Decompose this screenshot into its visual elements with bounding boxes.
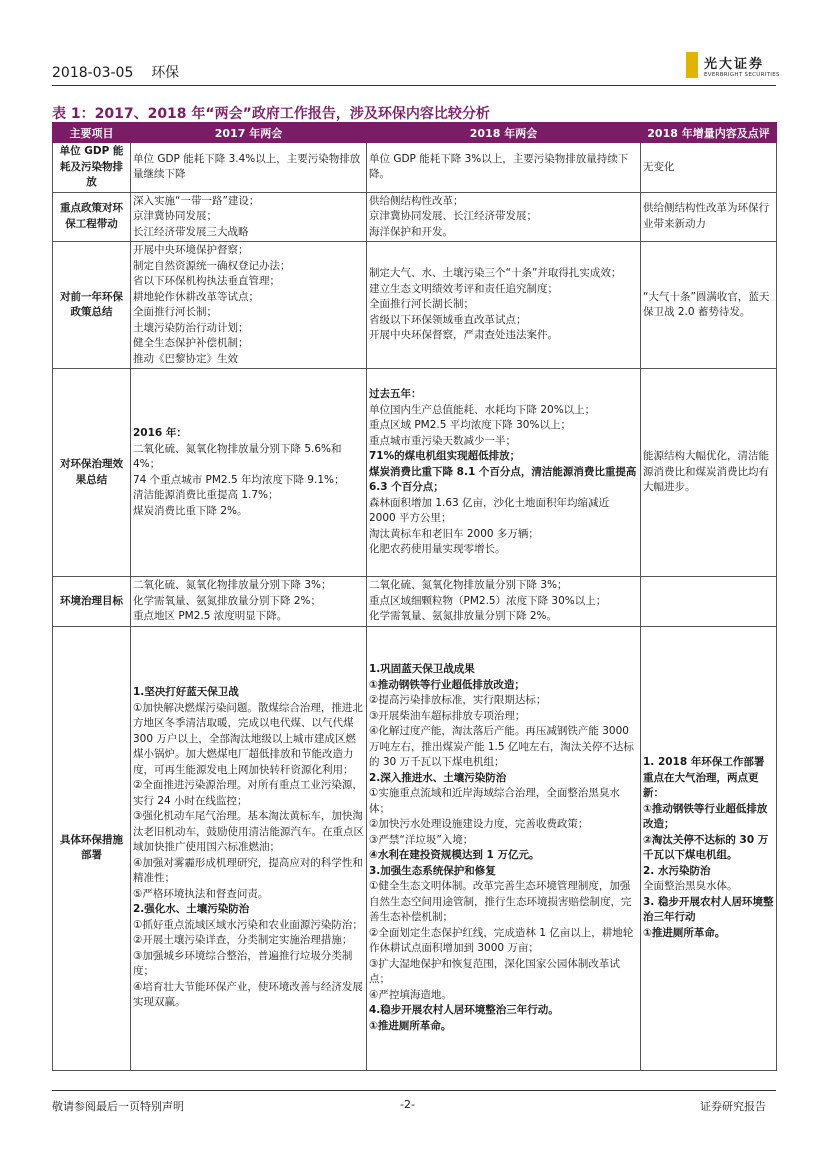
- cell-line: 全面整治黑臭水体。: [643, 880, 738, 892]
- cell-line: 海洋保护和开发。: [369, 225, 453, 238]
- cell-line: ①推动钢铁等行业超低排放改造；: [643, 802, 768, 830]
- cell-line: ①推动钢铁等行业超低排放改造；: [369, 678, 525, 691]
- cell-line: 供给侧结构性改革；: [369, 194, 464, 207]
- cell-line: ②全面划定生态保护红线，完成造林 1 亿亩以上，耕地轮作休耕试点面积增加到 3000 万亩；: [369, 926, 634, 954]
- cell-line: ①推进厕所革命。: [643, 926, 726, 939]
- cell-line: 森林面积增加 1.63 亿亩，沙化土地面积年均缩减近 2000 平方公里；: [369, 496, 610, 525]
- table-row: [53, 369, 777, 577]
- cell-line: 2. 水污染防治: [643, 864, 711, 877]
- cell-line: 全面推行河长制；: [133, 306, 217, 318]
- logo-cn: 光大证券: [704, 56, 765, 72]
- cell-line: ④水利在建投资规模达到 1 万亿元。: [369, 849, 540, 861]
- report-date: [52, 62, 179, 82]
- cell-line: 煤炭消费比重下降 2%。: [133, 504, 248, 517]
- cell-line: 4.稳步开展农村人居环境整治三年行动。: [369, 1004, 559, 1016]
- cell-line: 健全生态保护补偿机制；: [133, 337, 249, 349]
- row-item-label: 重点政策对环保工程带动: [53, 192, 131, 242]
- cell-line: ①实施重点流域和近岸海域综合治理，全面整治黑臭水体；: [369, 787, 620, 815]
- cell-line: ④严控填海造地。: [369, 988, 452, 1001]
- cell-line: 过去五年：: [369, 388, 422, 401]
- cell-comment: [641, 577, 777, 627]
- cell-2017: [131, 369, 367, 577]
- cell-line: ③严禁“洋垃圾”入境；: [369, 833, 474, 846]
- row-item-label: 单位 GDP 能耗及污染物排放: [53, 143, 131, 193]
- cell-line: 制定大气、水、土壤污染三个“十条”并取得扎实成效；: [369, 267, 622, 280]
- cell-line: 无变化: [643, 160, 675, 173]
- footer-divider: [52, 1090, 776, 1091]
- logo-en: EVERBRIGHT SECURITIES: [704, 71, 780, 78]
- cell-line: “大气十条”圆满收官，蓝天保卫战 2.0 蓄势待发。: [643, 290, 770, 318]
- cell-2017: [131, 143, 367, 193]
- table-row: [53, 577, 777, 627]
- cell-line: 2.强化水、土壤污染防治: [133, 903, 250, 916]
- cell-line: 能源结构大幅优化，清洁能源消费比和煤炭消费比均有大幅进步。: [643, 450, 769, 494]
- logo-mark-icon: [686, 52, 698, 78]
- date-text: 2018-03-05: [52, 65, 134, 81]
- cell-2018: [367, 626, 641, 1070]
- cell-line: 长江经济带发展三大战略: [133, 225, 249, 238]
- header-divider: [52, 85, 776, 86]
- cell-2018: [367, 242, 641, 369]
- table-title: 表 1：2017、2018 年“两会”政府工作报告，涉及环保内容比较分析: [52, 106, 490, 122]
- cell-line: ③加强城乡环境综合整治，普遍推行垃圾分类制度；: [133, 949, 353, 978]
- cell-line: 二氧化硫、氮氧化物排放量分别下降 3%；: [133, 579, 332, 591]
- cell-line: 2.深入推进水、土壤污染防治: [369, 771, 507, 784]
- cell-line: ③强化机动车尾气治理。基本淘汰黄标车，加快淘汰老旧机动车，鼓励使用清洁能源汽车。在重点区域加快推广使用国六标准燃油；: [133, 810, 364, 854]
- cell-line: 省级以下环保领域垂直改革试点；: [369, 313, 527, 326]
- cell-line: 煤炭消费比重下降 8.1 个百分点，清洁能源消费比重提高 6.3 个百分点；: [369, 465, 637, 494]
- cell-line: ④加强对雾霾形成机理研究，提高应对的科学性和精准性；: [133, 856, 363, 885]
- cell-line: ⑤严格环境执法和督查问责。: [133, 887, 269, 900]
- cell-line: 重点城市重污染天数减少一半；: [369, 434, 516, 447]
- cell-line: 耕地轮作休耕改革等试点；: [133, 290, 259, 303]
- company-logo: [686, 52, 780, 78]
- cell-line: 制定自然资源统一确权登记办法；: [133, 259, 291, 272]
- cell-line: 化肥农药使用量实现零增长。: [369, 543, 506, 556]
- cell-line: ③开展柴油车超标排放专项治理；: [369, 709, 526, 722]
- footer-disclaimer: 敬请参阅最后一页特别声明: [52, 1100, 184, 1113]
- cell-line: 重点区域细颗粒物（PM2.5）浓度下降 30%以上；: [369, 594, 607, 607]
- col-header-item: 主要项目: [53, 123, 131, 143]
- cell-line: 深入实施“一带一路”建设；: [133, 194, 260, 207]
- cell-line: ①加快解决燃煤污染问题。散煤综合治理，推进北方地区冬季清洁取暖，完成以电代煤、以气代煤 300 万户以上，全部淘汰地级以上城市建成区燃煤小锅炉。加大燃煤电厂超低排放和节能改造力度，可再生能源发电上网加快转秆资源化利用；: [133, 701, 363, 776]
- col-header-2017: 2017 年两会: [131, 123, 367, 143]
- row-item-label: 对环保治理效果总结: [53, 369, 131, 577]
- cell-2018: [367, 143, 641, 193]
- cell-line: 1.巩固蓝天保卫战成果: [369, 663, 475, 675]
- cell-2018: [367, 577, 641, 627]
- cell-line: 单位国内生产总值能耗、水耗均下降 20%以上；: [369, 403, 596, 416]
- cell-line: ③扩大湿地保护和恢复范围，深化国家公园体制改革试点；: [369, 957, 620, 985]
- cell-comment: [641, 143, 777, 193]
- category-text: 环保: [151, 65, 180, 81]
- cell-line: 71%的煤电机组实现超低排放；: [369, 450, 521, 463]
- comparison-table: [52, 122, 777, 1071]
- cell-line: ②淘汰关停不达标的 30 万千瓦以下煤电机组。: [643, 833, 769, 861]
- cell-line: 重点区域 PM2.5 平均浓度下降 30%以上；: [369, 419, 571, 432]
- cell-line: ②全面推进污染源治理。对所有重点工业污染源，实行 24 小时在线监控；: [133, 779, 363, 807]
- cell-line: 74 个重点城市 PM2.5 年均浓度下降 9.1%；: [133, 473, 345, 486]
- cell-line: 京津冀协同发展；: [133, 210, 217, 222]
- col-header-comment: 2018 年增量内容及点评: [641, 123, 777, 143]
- cell-line: 单位 GDP 能耗下降 3.4%以上，主要污染物排放量继续下降: [133, 152, 361, 181]
- table-row: [53, 143, 777, 193]
- cell-line: 省以下环保机构执法垂直管理；: [133, 275, 280, 287]
- cell-line: 京津冀协同发展、长江经济带发展；: [369, 210, 537, 222]
- cell-2017: [131, 577, 367, 627]
- cell-comment: [641, 626, 777, 1070]
- cell-line: 单位 GDP 能耗下降 3%以上，主要污染物排放量持续下降。: [369, 152, 629, 181]
- cell-line: ①抓好重点流域区域水污染和农业面源污染防治；: [133, 918, 363, 931]
- cell-line: 1. 2018 年环保工作部署重点在大气治理，两点更新：: [643, 756, 765, 799]
- row-item-label: 对前一年环保政策总结: [53, 242, 131, 369]
- cell-line: 1.坚决打好蓝天保卫战: [133, 686, 239, 699]
- cell-line: 3.加强生态系统保护和修复: [369, 864, 496, 877]
- table-row: [53, 626, 777, 1070]
- cell-line: 推动《巴黎协定》生效: [133, 352, 238, 365]
- col-header-2018: 2018 年两会: [367, 123, 641, 143]
- cell-line: 化学需氧量、氨氮排放量分别下降 2%；: [133, 594, 321, 607]
- page-number: -2-: [400, 1098, 415, 1111]
- cell-line: 开展中央环保督察，严肃查处违法案件。: [369, 329, 558, 342]
- cell-line: ④化解过度产能，淘汰落后产能。再压减钢铁产能 3000 万吨左右，推出煤炭产能 1.5 亿吨左右，淘汰关停不达标的 30 万千瓦以下煤电机组；: [369, 725, 634, 768]
- cell-line: 开展中央环境保护督察；: [133, 244, 249, 256]
- cell-line: ②提高污染排放标准，实行限期达标；: [369, 694, 547, 706]
- cell-line: 清洁能源消费比重提高 1.7%；: [133, 489, 279, 501]
- cell-line: 供给侧结构性改革为环保行业带来新动力: [643, 202, 769, 230]
- cell-line: 3. 稳步开展农村人居环境整治三年行动: [643, 895, 774, 923]
- cell-line: ①推进厕所革命。: [369, 1019, 452, 1032]
- table-row: [53, 242, 777, 369]
- cell-2018: [367, 192, 641, 242]
- cell-2018: [367, 369, 641, 577]
- cell-comment: [641, 242, 777, 369]
- cell-comment: [641, 192, 777, 242]
- cell-comment: [641, 369, 777, 577]
- cell-line: 二氧化硫、氮氧化物排放量分别下降 5.6%和 4%；: [133, 442, 342, 470]
- cell-2017: [131, 192, 367, 242]
- cell-line: 全面推行河长湖长制；: [369, 298, 474, 311]
- cell-line: 化学需氧量、氨氮排放量分别下降 2%。: [369, 610, 557, 622]
- cell-line: ②开展土壤污染详查，分类制定实施治理措施；: [133, 934, 353, 947]
- cell-line: 2016 年：: [133, 427, 187, 439]
- table-header-row: [53, 123, 777, 143]
- cell-line: ①健全生态文明体制。改革完善生态环境管理制度，加强自然生态空间用途管制，推行生态环境损害赔偿制度，完善生态补偿机制；: [369, 880, 632, 923]
- footer-report-type: 证券研究报告: [700, 1100, 766, 1113]
- cell-line: 土壤污染防治行动计划；: [133, 321, 249, 334]
- row-item-label: 具体环保措施部署: [53, 626, 131, 1070]
- cell-line: ②加快污水处理设施建设力度，完善收费政策；: [369, 818, 589, 830]
- cell-line: 淘汰黄标车和老旧车 2000 多万辆；: [369, 527, 539, 540]
- cell-line: 建立生态文明绩效考评和责任追究制度；: [369, 282, 558, 295]
- table-row: [53, 192, 777, 242]
- cell-2017: [131, 242, 367, 369]
- cell-line: 二氧化硫、氮氧化物排放量分别下降 3%；: [369, 579, 568, 591]
- cell-line: 重点地区 PM2.5 浓度明显下降。: [133, 610, 288, 622]
- row-item-label: 环境治理目标: [53, 577, 131, 627]
- cell-line: ④培育壮大节能环保产业，使环境改善与经济发展实现双赢。: [133, 980, 363, 1009]
- cell-2017: [131, 626, 367, 1070]
